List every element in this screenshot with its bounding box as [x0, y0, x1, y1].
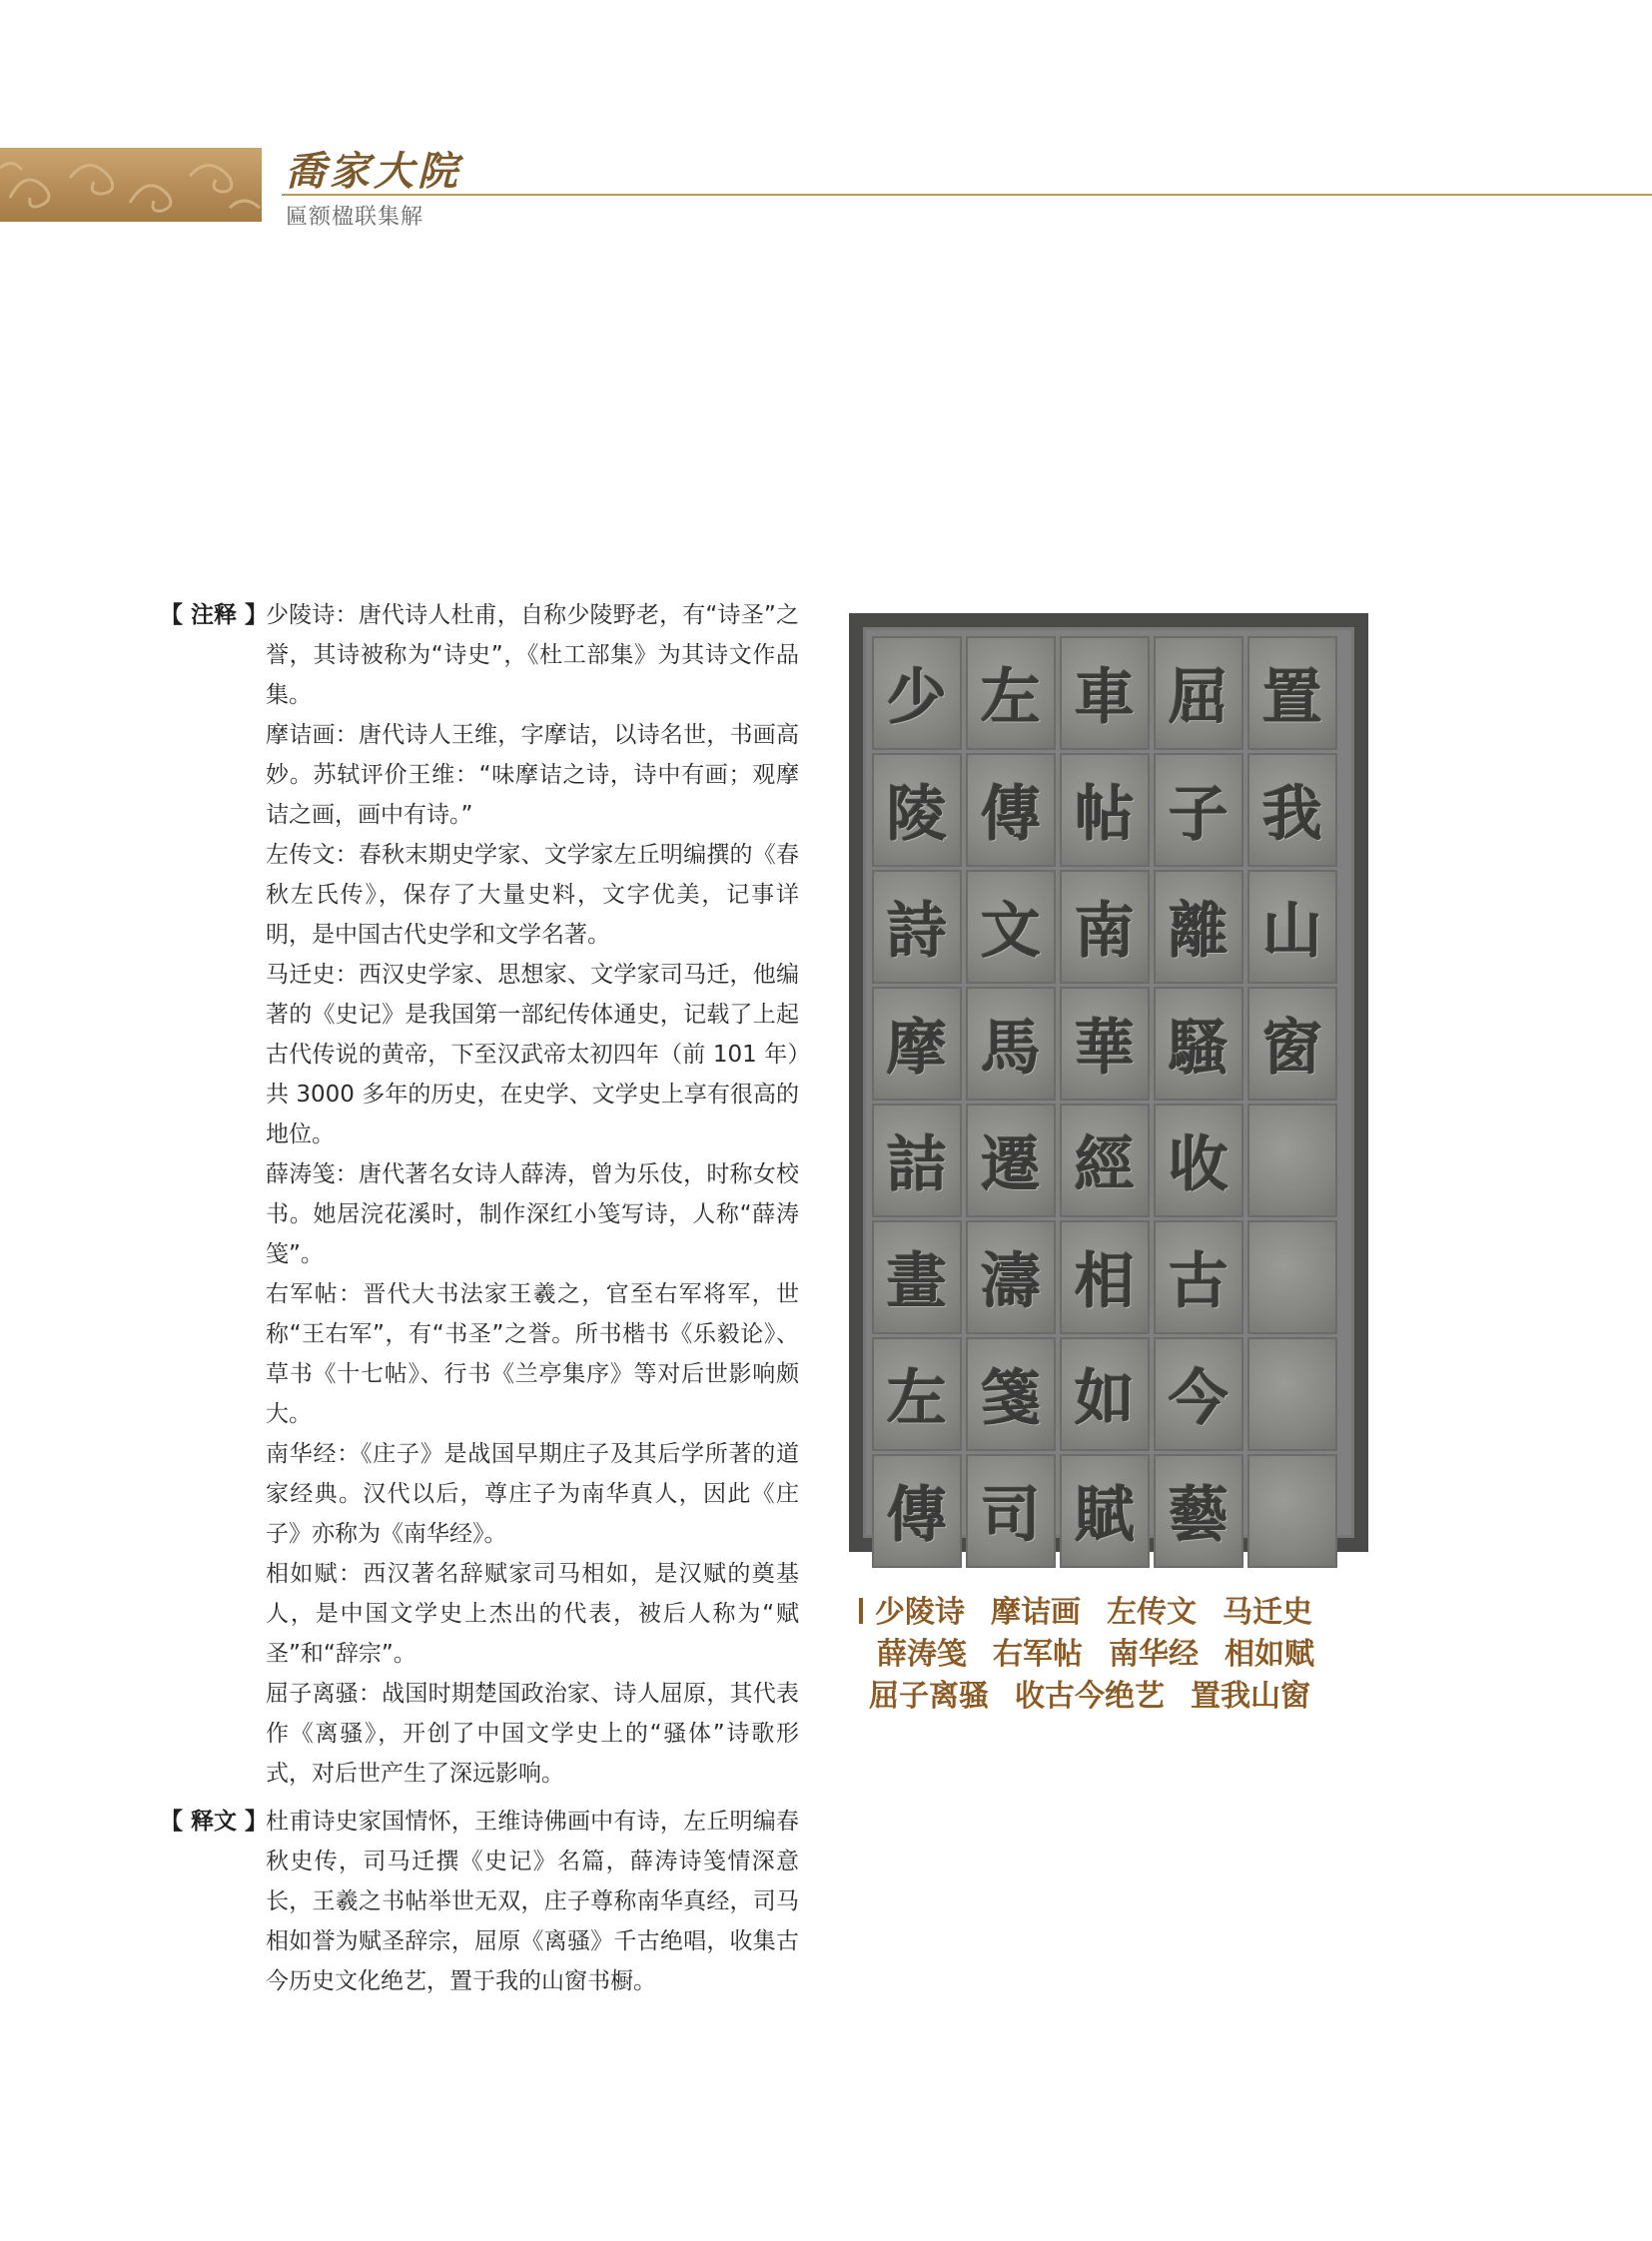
translation-section: [160, 1802, 799, 2001]
notes-label: 【 注释 】: [160, 602, 269, 628]
plaque-tile: [872, 870, 962, 984]
plaque-tile: [966, 1337, 1056, 1451]
note-entry: 南华经：《庄子》是战国早期庄子及其后学所著的道家经典。汉代以后，尊庄子为南华真人，因此《庄子》亦称为《南华经》。: [266, 1441, 799, 1547]
stone-plaque-image: [849, 613, 1368, 1552]
plaque-tile: [872, 753, 962, 867]
plaque-tile: [1247, 870, 1337, 984]
caption-item: 置我山窗: [1191, 1679, 1310, 1714]
plaque-tile: [872, 1454, 962, 1568]
plaque-tile: [1247, 636, 1337, 750]
seal-character: 箋: [981, 1364, 1041, 1434]
caption-item: 收古今绝艺: [1015, 1679, 1165, 1714]
plaque-tile: [872, 1337, 962, 1451]
caption-item: 少陵诗: [875, 1595, 965, 1630]
plaque-tile: [1154, 987, 1243, 1101]
seal-character: 如: [1075, 1364, 1135, 1434]
plaque-tile: [1247, 1337, 1337, 1451]
seal-character: 經: [1075, 1130, 1135, 1200]
note-entry: 左传文：春秋末期史学家、文学家左丘明编撰的《春秋左氏传》，保存了大量史料，文字优美，记事详明，是中国古代史学和文学名著。: [266, 842, 799, 948]
plaque-tile: [966, 636, 1056, 750]
plaque-tile: [1247, 753, 1337, 867]
seal-character: 文: [981, 897, 1041, 967]
caption-item: 屈子离骚: [869, 1679, 989, 1714]
seal-character: 今: [1169, 1364, 1229, 1434]
plaque-tile: [872, 987, 962, 1101]
book-title: 喬家大院: [286, 148, 461, 195]
seal-character: 馬: [981, 1014, 1041, 1084]
seal-character: 傳: [981, 780, 1041, 850]
plaque-tile: [1060, 1337, 1150, 1451]
plaque-tile: [966, 753, 1056, 867]
plaque-tile: [1060, 870, 1150, 984]
caption-item: 薛涛笺: [877, 1637, 967, 1672]
seal-character: 藝: [1169, 1481, 1229, 1551]
notes-section: [160, 595, 799, 1794]
translation-text: 杜甫诗史家国情怀，王维诗佛画中有诗，左丘明编春秋史传，司马迁撰《史记》名篇，薛涛诗笺情深意长，王羲之书帖举世无双，庄子尊称南华真经，司马相如誉为赋圣辞宗，屈原《离骚》千古绝唱，收集古今历史文化绝艺，置于我的山窗书橱。: [266, 1809, 799, 1994]
plaque-tile: [1060, 1104, 1150, 1217]
caption-line-2: [859, 1634, 1378, 1676]
seal-character: 詰: [887, 1130, 947, 1200]
seal-character: 少: [887, 663, 947, 733]
seal-character: 畫: [887, 1247, 947, 1317]
translation-label: 【 释文 】: [160, 1809, 269, 1835]
header-decorative-band: [0, 148, 262, 222]
note-entry: 屈子离骚：战国时期楚国政治家、诗人屈原，其代表作《离骚》，开创了中国文学史上的“骚体”诗歌形式，对后世产生了深远影响。: [266, 1681, 799, 1787]
caption-item: 左传文: [1107, 1595, 1197, 1630]
seal-character: 司: [981, 1481, 1041, 1551]
plaque-panel: [863, 627, 1354, 1551]
seal-character: 左: [981, 663, 1041, 733]
note-entry: 薛涛笺：唐代著名女诗人薛涛，曾为乐伎，时称女校书。她居浣花溪时，制作深红小笺写诗，人称“薛涛笺”。: [266, 1161, 799, 1267]
plaque-tile: [966, 987, 1056, 1101]
seal-character: 遷: [981, 1130, 1041, 1200]
cloud-pattern-icon: [0, 148, 262, 222]
seal-character: 騷: [1169, 1014, 1229, 1084]
plaque-tile: [966, 1220, 1056, 1334]
plaque-tile: [872, 1220, 962, 1334]
book-subtitle: 匾额楹联集解: [286, 205, 424, 230]
note-entry: 摩诘画：唐代诗人王维，字摩诘，以诗名世，书画高妙。苏轼评价王维：“味摩诘之诗，诗中有画；观摩诘之画，画中有诗。”: [266, 722, 799, 828]
seal-character: 車: [1075, 663, 1135, 733]
plaque-tile: [1060, 1454, 1150, 1568]
note-entry: 右军帖：晋代大书法家王羲之，官至右军将军，世称“王右军”，有“书圣”之誉。所书楷书《乐毅论》、草书《十七帖》、行书《兰亭集序》等对后世影响颇大。: [266, 1281, 799, 1427]
plaque-tile: [1060, 636, 1150, 750]
plaque-tile: [1247, 987, 1337, 1101]
plaque-tile: [1154, 1454, 1243, 1568]
seal-character: 我: [1262, 780, 1322, 850]
seal-character: 古: [1169, 1247, 1229, 1317]
note-entry: 少陵诗：唐代诗人杜甫，自称少陵野老，有“诗圣”之誉，其诗被称为“诗史”，《杜工部集》为其诗文作品集。: [266, 602, 799, 708]
caption-item: 南华经: [1109, 1637, 1199, 1672]
seal-character: 離: [1169, 897, 1229, 967]
plaque-tile: [872, 636, 962, 750]
caption-bar-icon: [859, 1598, 863, 1624]
plaque-tile: [1060, 987, 1150, 1101]
plaque-tile: [1154, 636, 1243, 750]
plaque-tile: [966, 870, 1056, 984]
caption-item: 右军帖: [993, 1637, 1083, 1672]
plaque-tile: [1247, 1454, 1337, 1568]
plaque-tile: [1060, 753, 1150, 867]
plaque-tile: [1154, 1220, 1243, 1334]
seal-character: 屈: [1169, 663, 1229, 733]
seal-character: 華: [1075, 1014, 1135, 1084]
plaque-tile: [1154, 870, 1243, 984]
plaque-tile: [966, 1104, 1056, 1217]
seal-character: 相: [1075, 1247, 1135, 1317]
seal-character: 置: [1262, 663, 1322, 733]
header-divider: [282, 194, 1652, 196]
seal-character: 帖: [1075, 780, 1135, 850]
plaque-tile: [1154, 1104, 1243, 1217]
seal-character: 山: [1262, 897, 1322, 967]
plaque-tile: [1154, 753, 1243, 867]
caption-item: 马迁史: [1223, 1595, 1312, 1630]
plaque-tile: [966, 1454, 1056, 1568]
plaque-tile: [1247, 1104, 1337, 1217]
seal-character: 南: [1075, 897, 1135, 967]
seal-character: 左: [887, 1364, 947, 1434]
plaque-tile: [872, 1104, 962, 1217]
seal-character: 摩: [887, 1014, 947, 1084]
seal-character: 賦: [1075, 1481, 1135, 1551]
seal-character: 收: [1169, 1130, 1229, 1200]
annotation-column: [160, 595, 799, 2009]
seal-character: 傳: [887, 1481, 947, 1551]
plaque-tile: [1247, 1220, 1337, 1334]
image-caption: [859, 1592, 1378, 1718]
plaque-tile: [1154, 1337, 1243, 1451]
seal-character: 濤: [981, 1247, 1041, 1317]
note-entry: 马迁史：西汉史学家、思想家、文学家司马迁，他编著的《史记》是我国第一部纪传体通史，记载了上起古代传说的黄帝，下至汉武帝太初四年（前 101 年）共 3000 多年的历史，在史学、文学史上享有很高的地位。: [266, 962, 799, 1147]
seal-character: 陵: [887, 780, 947, 850]
caption-line-1: [859, 1592, 1378, 1634]
seal-character: 窗: [1262, 1014, 1322, 1084]
caption-item: 摩诘画: [991, 1595, 1081, 1630]
seal-character: 詩: [887, 897, 947, 967]
note-entry: 相如赋：西汉著名辞赋家司马相如，是汉赋的奠基人，是中国文学史上杰出的代表，被后人称为“赋圣”和“辞宗”。: [266, 1561, 799, 1667]
seal-character: 子: [1169, 780, 1229, 850]
caption-item: 相如赋: [1225, 1637, 1314, 1672]
plaque-tile: [1060, 1220, 1150, 1334]
caption-line-3: [859, 1676, 1378, 1718]
